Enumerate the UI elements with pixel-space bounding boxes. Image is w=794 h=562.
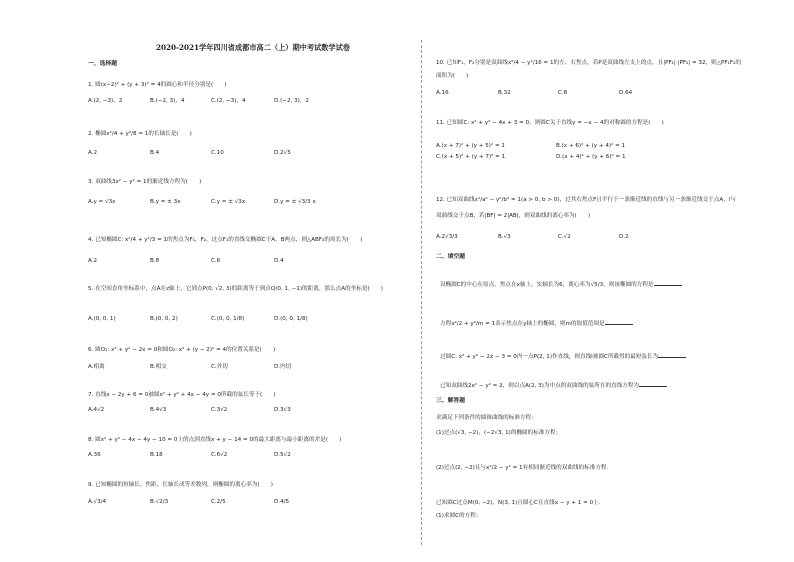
answer-blank	[639, 381, 667, 387]
option: A.4√2	[88, 407, 105, 413]
option: A.36	[88, 452, 101, 458]
option: B.4√3	[150, 407, 167, 413]
question-5: 5. 在空间直角坐标系中，点A在z轴上，它到点P(0, √2, 3)的距离等于到点Q(0, 1, −1)的距离，那么点A的坐标是( )	[88, 286, 383, 292]
option: C.6√2	[211, 452, 228, 458]
answer-question-intro: 求满足下列条件的圆锥曲线的标准方程：	[436, 415, 537, 421]
option: D.64	[619, 90, 633, 96]
option: D.(x + 4)² + (y + 6)² = 1	[556, 154, 626, 160]
option: D.y = ± √3/3 x	[274, 199, 316, 205]
option: A.y = √3x	[88, 199, 116, 205]
option: C.√2	[558, 234, 571, 240]
fill-question-2	[440, 319, 633, 328]
fill-question-text: 设椭圆C的中心在原点，焦点在x轴上，实轴长为6，离心率为√5/3，则该椭圆的方程是	[440, 282, 654, 288]
option: D.2√5	[274, 150, 291, 156]
answer-question-1-part-1: (1)过点(√3, −2)，(−2√3, 1)的椭圆的标准方程；	[436, 430, 562, 436]
option: A.2√3/3	[436, 234, 458, 240]
section-choice: 一、选择题	[88, 61, 117, 67]
option: C.外切	[211, 364, 228, 370]
option: D.4/5	[274, 499, 290, 505]
fill-question-text: 已知双曲线2x² − y² = 2，则以点A(2, 3)为中点的双曲线的弦所在的直线方程为	[440, 383, 640, 389]
fill-question-4	[440, 381, 667, 390]
option: B.8	[150, 258, 160, 264]
option: A.2	[88, 150, 98, 156]
question-3: 3. 双曲线3x² − y² = 1的渐近线方程为( )	[88, 179, 202, 185]
option: B.4	[150, 150, 160, 156]
option: D.4	[274, 258, 284, 264]
fill-question-3	[440, 352, 686, 361]
question-12-line-2: 双曲线交于点B，若|BF| = 2|AB|，则双曲线的离心率为( )	[436, 213, 591, 219]
section-answer: 三、解答题	[436, 398, 465, 404]
option: D.3√3	[274, 407, 291, 413]
option: A.√3/4	[88, 499, 107, 505]
question-10-line-2: 面积为( )	[436, 73, 469, 79]
option: A.2	[88, 258, 98, 264]
option: C.6	[211, 258, 221, 264]
option: D.内切	[274, 364, 292, 370]
fill-question-1	[440, 280, 682, 289]
answer-question-2-part-1: (1)求圆C的方程；	[436, 513, 482, 519]
question-1: 1. 圆(x−2)² + (y + 3)² = 4的圆心和半径分别是( )	[88, 82, 227, 88]
section-fill: 二、填空题	[436, 254, 465, 260]
fill-question-text: 过圆C: x² + y² − 2x − 3 = 0内一点P(2, 1)作直线，则直线l被圆C所截得的最短弦长为	[440, 354, 659, 360]
option: B.√2/3	[150, 499, 169, 505]
option: B.(−2, 3)，4	[150, 98, 185, 104]
option: C.(0, 0, 1/8)	[211, 316, 245, 322]
question-7: 7. 直线x − 2y + 6 = 0被圆x² + y² + 4x − 4y = 0所截的弦长等于( )	[88, 392, 276, 398]
answer-blank	[654, 280, 682, 286]
question-2: 2. 椭圆x²/4 + y²/8 = 1的长轴长是( )	[88, 131, 192, 137]
answer-blank	[658, 352, 686, 358]
option: A.(2, −3)，2	[88, 98, 123, 104]
answer-question-1-part-2: (2)过点(2, −2)且与x²/2 − y² = 1有相同渐近线的双曲线的标准方程.	[436, 465, 609, 471]
question-4: 4. 已知椭圆C: x²/4 + y²/3 = 1的焦点为F₁，F₂，过点F₁的直线交椭圆C于A，B两点，则△ABF₂的周长为( )	[88, 237, 363, 243]
option: C.(2, −3)，4	[211, 98, 246, 104]
page-title: 2020-2021学年四川省成都市高二（上）期中考试数学试卷	[156, 43, 350, 52]
right-column	[436, 0, 741, 562]
option: A.16	[436, 90, 449, 96]
option: D.(−2, 3)，2	[274, 98, 309, 104]
option: B.y = ± 3x	[150, 199, 181, 205]
question-10-line-1: 10. 已知F₁，F₂分别是双曲线x²/4 − y²/16 = 1的左、右焦点，若P是双曲线左支上的点，且|PF₁|·|PF₂| = 32，则△PF₁F₂的	[436, 60, 741, 66]
option: C.(x + 5)² + (y + 7)² = 1	[436, 154, 506, 160]
left-column	[88, 0, 406, 562]
option: B.32	[498, 90, 511, 96]
option: C.y = ± √3x	[211, 199, 246, 205]
question-12-line-1: 12. 已知双曲线x²/a² − y²/b² = 1(a > 0, b > 0)，过其右焦点F且平行于一条渐近线的直线与另一条渐近线交于点A，l与	[436, 197, 736, 203]
option: A.相离	[88, 364, 105, 370]
answer-question-2: 已知圆C过点M(0, −2)，N(3, 1)且圆心C在直线x − y + 1 = 0上.	[436, 500, 601, 506]
option: D.5√2	[274, 452, 291, 458]
option: C.3√2	[211, 407, 228, 413]
option: A.(0, 0, 1)	[88, 316, 116, 322]
option: B.(0, 0, 2)	[150, 316, 178, 322]
option: D.(0, 0, 1/8)	[274, 316, 308, 322]
option: D.2	[619, 234, 629, 240]
question-11: 11. 已知圆C: x² + y² − 4x + 3 = 0，则圆C关于直线y = −x − 4的对称圆的方程是( )	[436, 120, 664, 126]
question-6: 6. 圆O₁: x² + y² − 2x = 0和圆O₂: x² + (y − 2)² = 4的位置关系是( )	[88, 347, 276, 353]
option: B.√3	[498, 234, 511, 240]
question-9: 9. 已知椭圆的短轴长、焦距、长轴长成等差数列，则椭圆的离心率为( )	[88, 482, 273, 488]
option: B.18	[150, 452, 163, 458]
option: A.(x + 7)² + (y + 5)² = 1	[436, 143, 505, 149]
option: B.相交	[150, 364, 167, 370]
fill-question-text: 方程x²/2 + y²/m = 1表示焦点在y轴上的椭圆，则m的取值范围是	[440, 321, 605, 327]
question-8: 8. 圆x² + y² − 4x − 4y − 10 = 0上的点到直线x + y − 14 = 0的最大距离与最小距离的差是( )	[88, 437, 342, 443]
column-divider	[421, 40, 422, 545]
option: C.8	[558, 90, 568, 96]
option: B.(x + 6)² + (y + 4)² = 1	[556, 143, 626, 149]
option: C.2/5	[211, 499, 226, 505]
option: C.10	[211, 150, 224, 156]
answer-blank	[605, 319, 633, 325]
